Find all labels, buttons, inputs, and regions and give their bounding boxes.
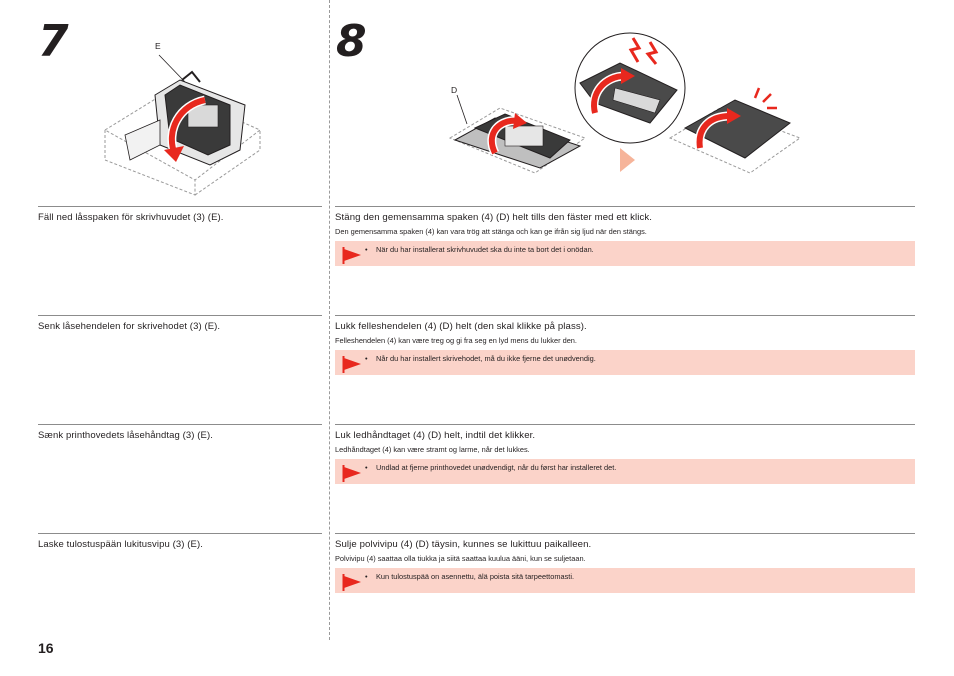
caution-text-da: Undlad at fjerne printhovedet unødvendigt, når du først har installeret det.: [376, 463, 617, 472]
note-bullet: •: [365, 245, 368, 254]
caution-flag-icon: [342, 573, 362, 591]
label-d: D: [451, 85, 458, 95]
note-bullet: •: [365, 463, 368, 472]
note-bullet: •: [365, 354, 368, 363]
instruction-step7-fi: Laske tulostuspään lukitusvipu (3) (E).: [38, 539, 203, 550]
illustration-close-joint-lever: [445, 28, 805, 198]
caution-note-da: [335, 459, 915, 484]
instruction-step8-no: Lukk felleshendelen (4) (D) helt (den skal klikke på plass).: [335, 321, 587, 332]
caution-note-sv: [335, 241, 915, 266]
instruction-detail-da: Ledhåndtaget (4) kan være stramt og larme, når det lukkes.: [335, 445, 530, 454]
label-e: E: [155, 41, 161, 51]
instruction-detail-no: Felleshendelen (4) kan være treg og gi fra seg en lyd mens du lukker den.: [335, 336, 577, 345]
caution-flag-icon: [342, 355, 362, 373]
step-7-number: 7: [38, 16, 69, 67]
instruction-step7-no: Senk låsehendelen for skrivehodet (3) (E).: [38, 321, 221, 332]
separator-right-1: [335, 206, 915, 207]
caution-note-fi: [335, 568, 915, 593]
separator-right-3: [335, 424, 915, 425]
instruction-step7-da: Sænk printhovedets låsehåndtag (3) (E).: [38, 430, 213, 441]
caution-text-sv: När du har installerat skrivhuvudet ska du inte ta bort det i onödan.: [376, 245, 594, 254]
caution-text-fi: Kun tulostuspää on asennettu, älä poista sitä tarpeettomasti.: [376, 572, 575, 581]
separator-right-2: [335, 315, 915, 316]
caution-flag-icon: [342, 246, 362, 264]
separator-left-3: [38, 424, 322, 425]
caution-text-no: Når du har installert skrivehodet, må du ikke fjerne det unødvendig.: [376, 354, 596, 363]
instruction-step8-da: Luk ledhåndtaget (4) (D) helt, indtil det klikker.: [335, 430, 536, 441]
illustration-lower-lock-lever: [100, 50, 270, 200]
separator-left-1: [38, 206, 322, 207]
caution-note-no: [335, 350, 915, 375]
caution-flag-icon: [342, 464, 362, 482]
separator-left-2: [38, 315, 322, 316]
step-8-number: 8: [336, 16, 367, 67]
instruction-step8-sv: Stäng den gemensamma spaken (4) (D) helt tills den fäster med ett klick.: [335, 212, 653, 223]
instruction-detail-fi: Polvivipu (4) saattaa olla tiukka ja siitä saattaa kuulua ääni, kun se suljetaan.: [335, 554, 586, 563]
separator-right-4: [335, 533, 915, 534]
instruction-step7-sv: Fäll ned låsspaken för skrivhuvudet (3) (E).: [38, 212, 224, 223]
column-divider: [329, 0, 330, 640]
page-number: 16: [38, 640, 54, 656]
separator-left-4: [38, 533, 322, 534]
instruction-detail-sv: Den gemensamma spaken (4) kan vara trög att stänga och kan ge ifrån sig ljud när den stängs.: [335, 227, 647, 236]
note-bullet: •: [365, 572, 368, 581]
instruction-step8-fi: Sulje polvivipu (4) (D) täysin, kunnes se lukittuu paikalleen.: [335, 539, 592, 550]
